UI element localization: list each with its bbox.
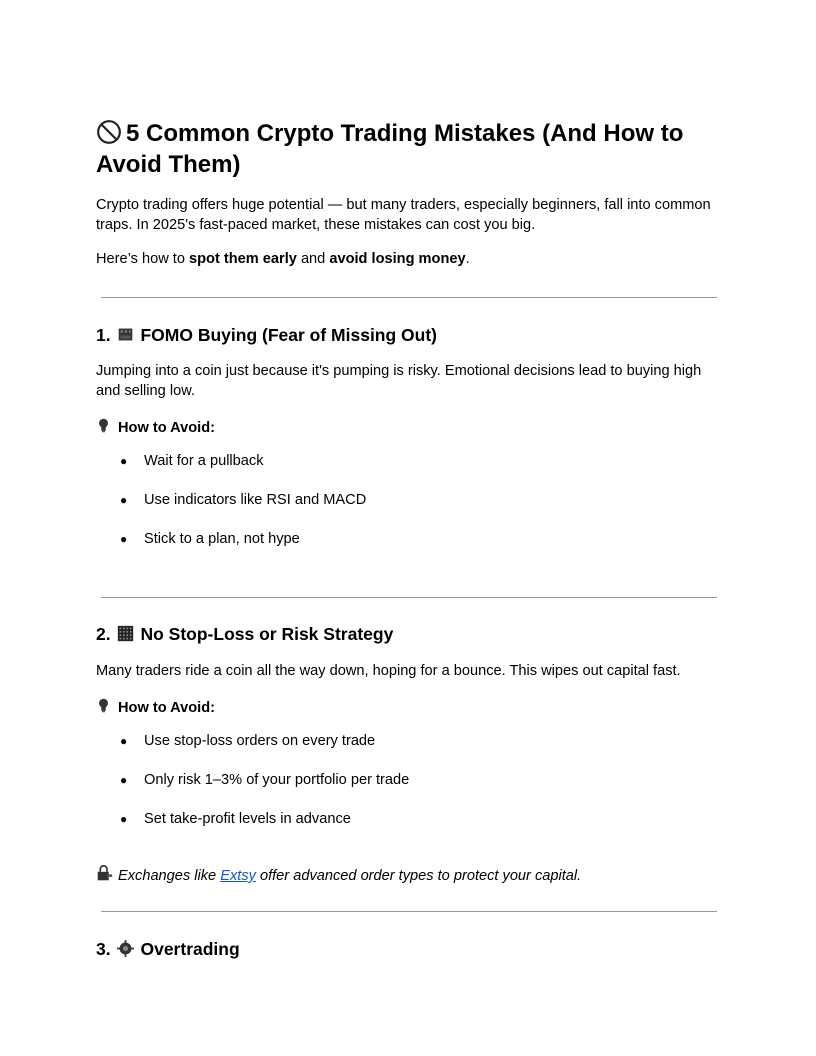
intro-paragraph: Crypto trading offers huge potential — but many traders, especially beginners, fall into common traps. In 2025's fast-paced market, these mistakes can cost you big. — [96, 197, 711, 233]
grid-icon — [117, 625, 134, 642]
list-item: ● Set take-profit levels in advance — [120, 811, 351, 827]
divider — [101, 597, 717, 598]
section-heading-3: 3. Overtrading — [96, 939, 240, 959]
lock-icon — [96, 865, 113, 882]
gear-icon — [117, 940, 134, 957]
bulb-icon — [96, 417, 111, 434]
list-item: ● Use indicators like RSI and MACD — [120, 492, 367, 508]
list-item: ● Use stop-loss orders on every trade — [120, 733, 376, 749]
list-item: ● Only risk 1–3% of your portfolio per trade — [120, 772, 410, 788]
section-2-note: Exchanges like Extsy offer advanced order types to protect your capital. — [96, 865, 581, 886]
section-1-body: Jumping into a coin just because it's pumping is risky. Emotional decisions lead to buying high and selling low. — [96, 363, 702, 399]
section-1-tip-label: How to Avoid: — [96, 417, 215, 438]
emphasis-avoid-losing: avoid losing money — [329, 251, 466, 267]
divider — [101, 911, 717, 912]
page-title-text: 5 Common Crypto Trading Mistakes (And How to Avoid Them) — [96, 120, 684, 178]
section-2-tip-label: How to Avoid: — [96, 697, 215, 718]
page-title — [96, 118, 696, 180]
bulb-icon — [96, 697, 111, 714]
extsy-link[interactable]: Extsy — [220, 868, 256, 884]
section-heading-2: 2. No Stop-Loss or Risk Strategy — [96, 624, 394, 644]
section-2-body: Many traders ride a coin all the way down, hoping for a bounce. This wipes out capital fast. — [96, 663, 681, 679]
prohibited-icon — [96, 119, 122, 145]
section-heading-1: 1. FOMO Buying (Fear of Missing Out) — [96, 325, 438, 345]
crowd-icon — [117, 326, 134, 343]
list-item: ● Wait for a pullback — [120, 453, 264, 469]
divider — [101, 297, 717, 298]
emphasis-spot-early: spot them early — [189, 251, 297, 267]
intro-summary: Here’s how to spot them early and avoid losing money. — [96, 251, 470, 267]
list-item: ● Stick to a plan, not hype — [120, 531, 300, 547]
